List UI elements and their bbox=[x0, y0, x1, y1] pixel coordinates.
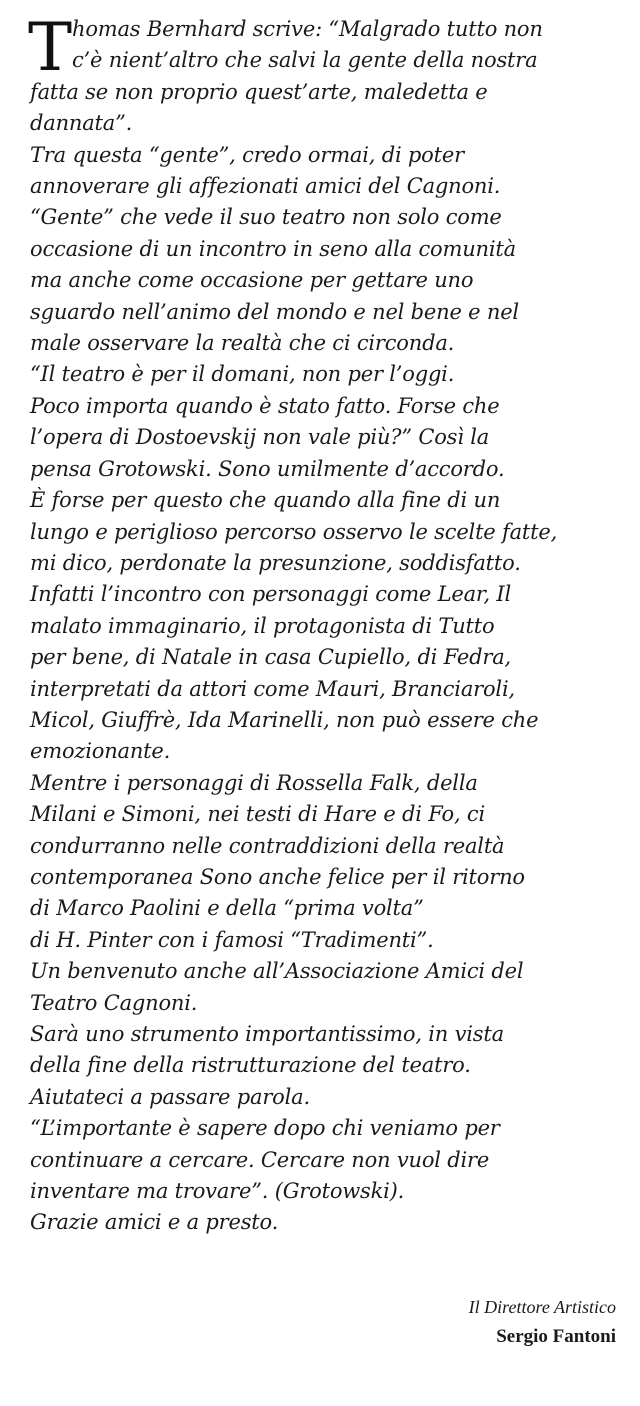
letter-line: homas Bernhard scrive: “Malgrado tutto non bbox=[72, 17, 543, 41]
letter-line: Grazie amici e a presto. bbox=[30, 1210, 279, 1235]
letter-line: continuare a cercare. Cercare non vuol dire bbox=[30, 1147, 490, 1172]
letter-line: Aiutateci a passare parola. bbox=[30, 1084, 310, 1109]
signature-name: Sergio Fantoni bbox=[496, 1326, 616, 1347]
letter-line: sguardo nell’animo del mondo e nel bene e nel bbox=[30, 299, 519, 324]
letter-line: fatta se non proprio quest’arte, maledetta e bbox=[30, 79, 488, 104]
letter-line: emozionante. bbox=[30, 739, 171, 764]
letter-line: “L’importante è sapere dopo chi veniamo per bbox=[30, 1116, 500, 1141]
letter-line: male osservare la realtà che ci circonda. bbox=[30, 331, 455, 356]
letter-line: c’è nient’altro che salvi la gente della nostra bbox=[72, 48, 538, 73]
letter-line: Sarà uno strumento importantissimo, in vista bbox=[30, 1022, 504, 1046]
letter-line: interpretati da attori come Mauri, Branciaroli, bbox=[30, 676, 515, 701]
letter-line: per bene, di Natale in casa Cupiello, di Fedra, bbox=[30, 645, 512, 670]
letter-line: di Marco Paolini e della “prima volta” bbox=[30, 896, 424, 921]
letter-line: “Il teatro è per il domani, non per l’oggi. bbox=[30, 362, 455, 387]
letter-line: l’opera di Dostoevskij non vale più?” Così la bbox=[30, 425, 490, 450]
drop-cap: T bbox=[28, 9, 72, 86]
letter-line: Infatti l’incontro con personaggi come Lear, Il bbox=[30, 582, 512, 607]
letter-line: condurranno nelle contraddizioni della realtà bbox=[30, 833, 505, 858]
letter-line: di H. Pinter con i famosi “Tradimenti”. bbox=[30, 927, 434, 952]
letter-line: occasione di un incontro in seno alla comunità bbox=[30, 236, 516, 261]
letter-line: Micol, Giuffrè, Ida Marinelli, non può essere che bbox=[30, 707, 539, 732]
opening-paragraph bbox=[28, 9, 630, 86]
letter-line: Teatro Cagnoni. bbox=[30, 990, 198, 1015]
letter-line: della fine della ristrutturazione del teatro. bbox=[30, 1053, 471, 1078]
letter-line: Un benvenuto anche all’Associazione Amici del bbox=[30, 959, 524, 984]
letter-body bbox=[28, 9, 630, 1239]
letter-line: ma anche come occasione per gettare uno bbox=[30, 268, 474, 293]
letter-line: dannata”. bbox=[30, 111, 133, 136]
letter-line: pensa Grotowski. Sono umilmente d’accordo. bbox=[30, 456, 505, 481]
letter-line: inventare ma trovare”. (Grotowski). bbox=[30, 1179, 405, 1204]
signature-block bbox=[469, 1292, 616, 1352]
letter-line: mi dico, perdonate la presunzione, soddisfatto. bbox=[30, 550, 521, 575]
letter-line: Milani e Simoni, nei testi di Hare e di Fo, ci bbox=[30, 802, 485, 827]
letter-line: È forse per questo che quando alla fine di un bbox=[30, 488, 501, 513]
letter-line: Mentre i personaggi di Rossella Falk, della bbox=[30, 770, 478, 795]
signature-role: Il Direttore Artistico bbox=[468, 1297, 616, 1317]
letter-line: “Gente” che vede il suo teatro non solo come bbox=[30, 205, 502, 230]
letter-line: contemporanea Sono anche felice per il ritorno bbox=[30, 864, 525, 889]
letter-line: lungo e periglioso percorso osservo le scelte fatte, bbox=[30, 519, 558, 544]
letter-line: malato immaginario, il protagonista di Tutto bbox=[30, 613, 495, 638]
letter-line: Tra questa “gente”, credo ormai, di poter bbox=[30, 142, 464, 167]
letter-line: annoverare gli affezionati amici del Cagnoni. bbox=[30, 174, 501, 199]
letter-line: Poco importa quando è stato fatto. Forse che bbox=[30, 393, 500, 418]
